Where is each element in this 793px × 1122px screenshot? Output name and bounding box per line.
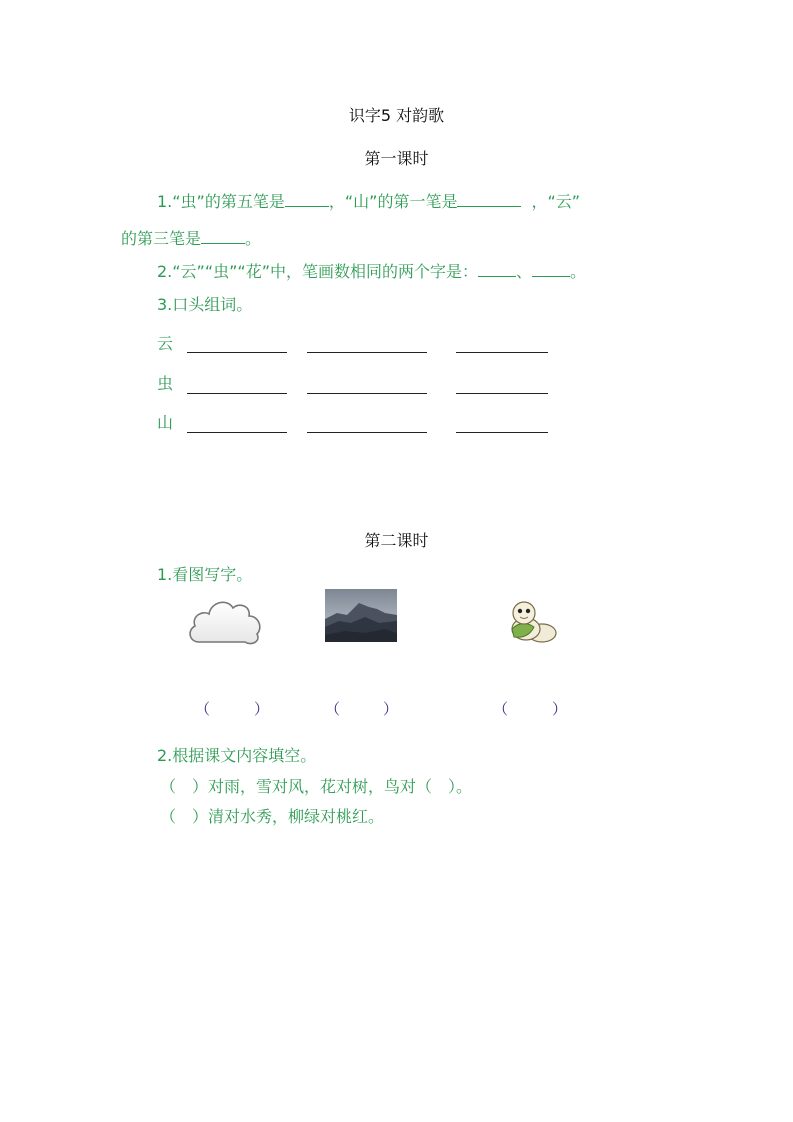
lesson2-q1-label: 1.看图写字。 bbox=[157, 565, 253, 584]
q2-end: 。 bbox=[570, 262, 587, 281]
answer-line[interactable] bbox=[456, 393, 548, 394]
lesson1-q3-label: 3.口头组词。 bbox=[157, 295, 253, 314]
answer-blank[interactable] bbox=[285, 191, 329, 207]
lesson1-q2 bbox=[157, 261, 586, 282]
word-row-char: 虫 bbox=[157, 374, 174, 393]
word-row-char: 云 bbox=[157, 334, 174, 353]
lesson2-q2-line1: （ ）对雨，雪对风，花对树，鸟对（ ）。 bbox=[160, 777, 473, 796]
word-row-char: 山 bbox=[157, 413, 174, 432]
paren-open: （ bbox=[325, 700, 341, 718]
lesson1-heading: 第一课时 bbox=[364, 149, 429, 168]
q2-text: 2.“云”“虫”“花”中，笔画数相同的两个字是： bbox=[157, 262, 479, 281]
page-title: 识字5 对韵歌 bbox=[348, 106, 445, 125]
answer-blank[interactable] bbox=[532, 261, 570, 277]
answer-line[interactable] bbox=[307, 352, 427, 353]
paren-close: ） bbox=[383, 700, 399, 718]
answer-blank[interactable] bbox=[478, 261, 516, 277]
q2-sep: 、 bbox=[516, 262, 533, 281]
lesson1-q1-line2 bbox=[121, 228, 261, 249]
q1-text-2: ，“山”的第一笔是 bbox=[328, 192, 458, 211]
lesson2-q2-line2: （ ）清对水秀，柳绿对桃红。 bbox=[160, 807, 385, 826]
paren-close: ） bbox=[552, 700, 568, 718]
paren-open: （ bbox=[493, 700, 509, 718]
q1-text-5: 。 bbox=[245, 229, 262, 248]
cloud-icon bbox=[185, 596, 265, 648]
answer-line[interactable] bbox=[307, 432, 427, 433]
answer-line[interactable] bbox=[187, 432, 287, 433]
mountain-photo bbox=[325, 589, 397, 642]
answer-line[interactable] bbox=[187, 393, 287, 394]
lesson2-heading: 第二课时 bbox=[364, 531, 429, 550]
q1-text-3: ，“云” bbox=[531, 192, 581, 211]
caterpillar-icon bbox=[504, 599, 560, 647]
q1-text-4: 的第三笔是 bbox=[121, 229, 202, 248]
answer-blank[interactable] bbox=[457, 191, 521, 207]
answer-blank[interactable] bbox=[201, 228, 245, 244]
q1-text-1: 1.“虫”的第五笔是 bbox=[157, 192, 285, 211]
paren-open: （ bbox=[195, 700, 211, 718]
answer-line[interactable] bbox=[456, 352, 548, 353]
answer-line[interactable] bbox=[456, 432, 548, 433]
lesson2-q2-label: 2.根据课文内容填空。 bbox=[157, 746, 317, 765]
answer-line[interactable] bbox=[307, 393, 427, 394]
lesson1-q1-line1 bbox=[157, 191, 580, 212]
paren-close: ） bbox=[254, 700, 270, 718]
answer-line[interactable] bbox=[187, 352, 287, 353]
